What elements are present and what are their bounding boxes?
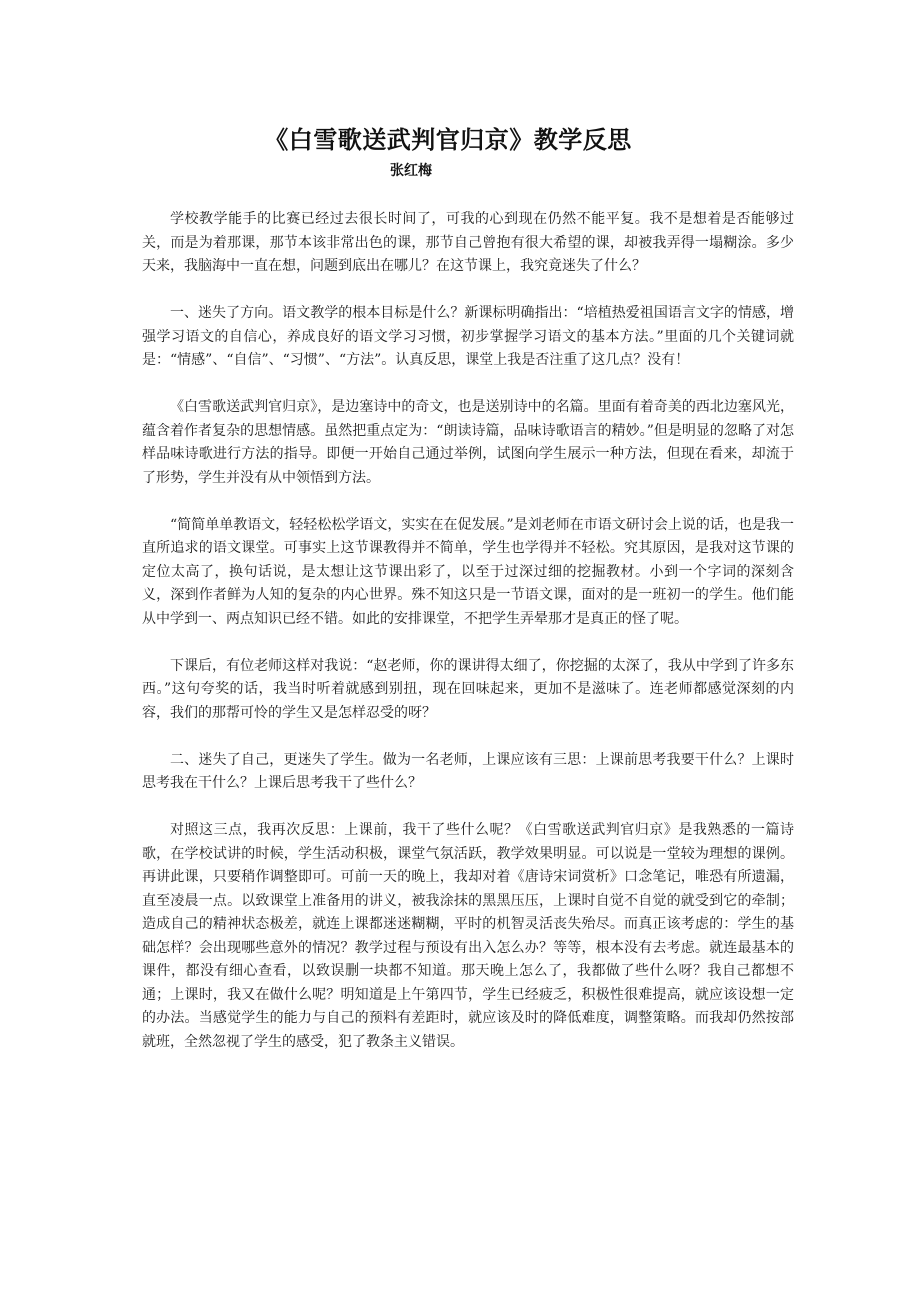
paragraph-poem-analysis: 《白雪歌送武判官归京》，是边塞诗中的奇文，也是送别诗中的名篇。里面有着奇美的西北边塞风光，蕴含着作者复杂的思想情感。虽然把重点定为：“朗读诗篇，品味诗歌语言的精妙。”但是明显的忽略了对怎样品味诗歌进行方法的指导。即便一开始自己通过举例，试图向学生展示一种方法，但现在看来，却流于了形势，学生并没有从中领悟到方法。 — [142, 399, 794, 486]
paragraph-simple-teaching: “简简单单教语文，轻轻松松学语文，实实在在促发展。”是刘老师在市语文研讨会上说的话，也是我一直所追求的语文课堂。可事实上这节课教得并不简单，学生也学得并不轻松。究其原因，是我对这节课的定位太高了，换句话说，是太想让这节课出彩了，以至于过深过细的挖掘教材。小到一个字词的深刻含义，深到作者鲜为人知的复杂的内心世界。殊不知这只是一节语文课，面对的是一班初一的学生。他们能从中学到一、两点知识已经不错。如此的安排课堂，不把学生弄晕那才是真正的怪了呢。 — [142, 516, 794, 627]
paragraph-lost-direction: 一、迷失了方向。语文教学的根本目标是什么？新课标明确指出：“培植热爱祖国语言文字的情感，增强学习语文的自信心，养成良好的语文学习习惯，初步掌握学习语文的基本方法。”里面的几个关键词就是：“情感”、“自信”、“习惯”、“方法”。认真反思，课堂上我是否注重了这几点？没有！ — [142, 305, 794, 368]
paragraph-intro: 学校教学能手的比赛已经过去很长时间了，可我的心到现在仍然不能平复。我不是想着是否能够过关，而是为着那课，那节本该非常出色的课，那节自己曾抱有很大希望的课，却被我弄得一塌糊涂。多少天来，我脑海中一直在想，问题到底出在哪儿？在这节课上，我究竟迷失了什么？ — [142, 211, 794, 274]
paragraph-reflection: 对照这三点，我再次反思：上课前，我干了些什么呢？《白雪歌送武判官归京》是我熟悉的一篇诗歌，在学校试讲的时候，学生活动积极，课堂气氛活跃，教学效果明显。可以说是一堂较为理想的课例。再讲此课，只要稍作调整即可。可前一天的晚上，我却对着《唐诗宋词赏析》口念笔记，唯恐有所遗漏，直至凌晨一点。以致课堂上准备用的讲义，被我涂抹的黑黑压压，上课时自觉不自觉的就受到它的牵制；造成自己的精神状态极差，就连上课都迷迷糊糊，平时的机智灵活丧失殆尽。而真正该考虑的：学生的基础怎样？会出现哪些意外的情况？教学过程与预设有出入怎么办？等等，根本没有去考虑。就连最基本的课件，都没有细心查看，以致误删一块都不知道。那天晚上怎么了，我都做了些什么呀？我自己都想不通；上课时，我又在做什么呢？明知道是上午第四节，学生已经疲乏，积极性很难提高，就应该设想一定的办法。当感觉学生的能力与自己的预料有差距时，就应该及时的降低难度，调整策略。而我却仍然按部就班，全然忽视了学生的感受，犯了教条主义错误。 — [142, 822, 794, 1050]
paragraph-lost-self: 二、迷失了自己，更迷失了学生。做为一名老师，上课应该有三思：上课前思考我要干什么？上课时思考我在干什么？上课后思考我干了些什么？ — [142, 751, 794, 791]
document-author: 张红梅 — [390, 163, 432, 179]
paragraph-after-class: 下课后，有位老师这样对我说：“赵老师，你的课讲得太细了，你挖掘的太深了，我从中学到了许多东西。”这句夸奖的话，我当时听着就感到别扭，现在回味起来，更加不是滋味了。连老师都感觉深刻的内容，我们的那帮可怜的学生又是怎样忍受的呀？ — [142, 657, 794, 721]
document-body — [142, 208, 794, 1054]
document-title: 《白雪歌送武判官归京》教学反思 — [264, 126, 632, 154]
